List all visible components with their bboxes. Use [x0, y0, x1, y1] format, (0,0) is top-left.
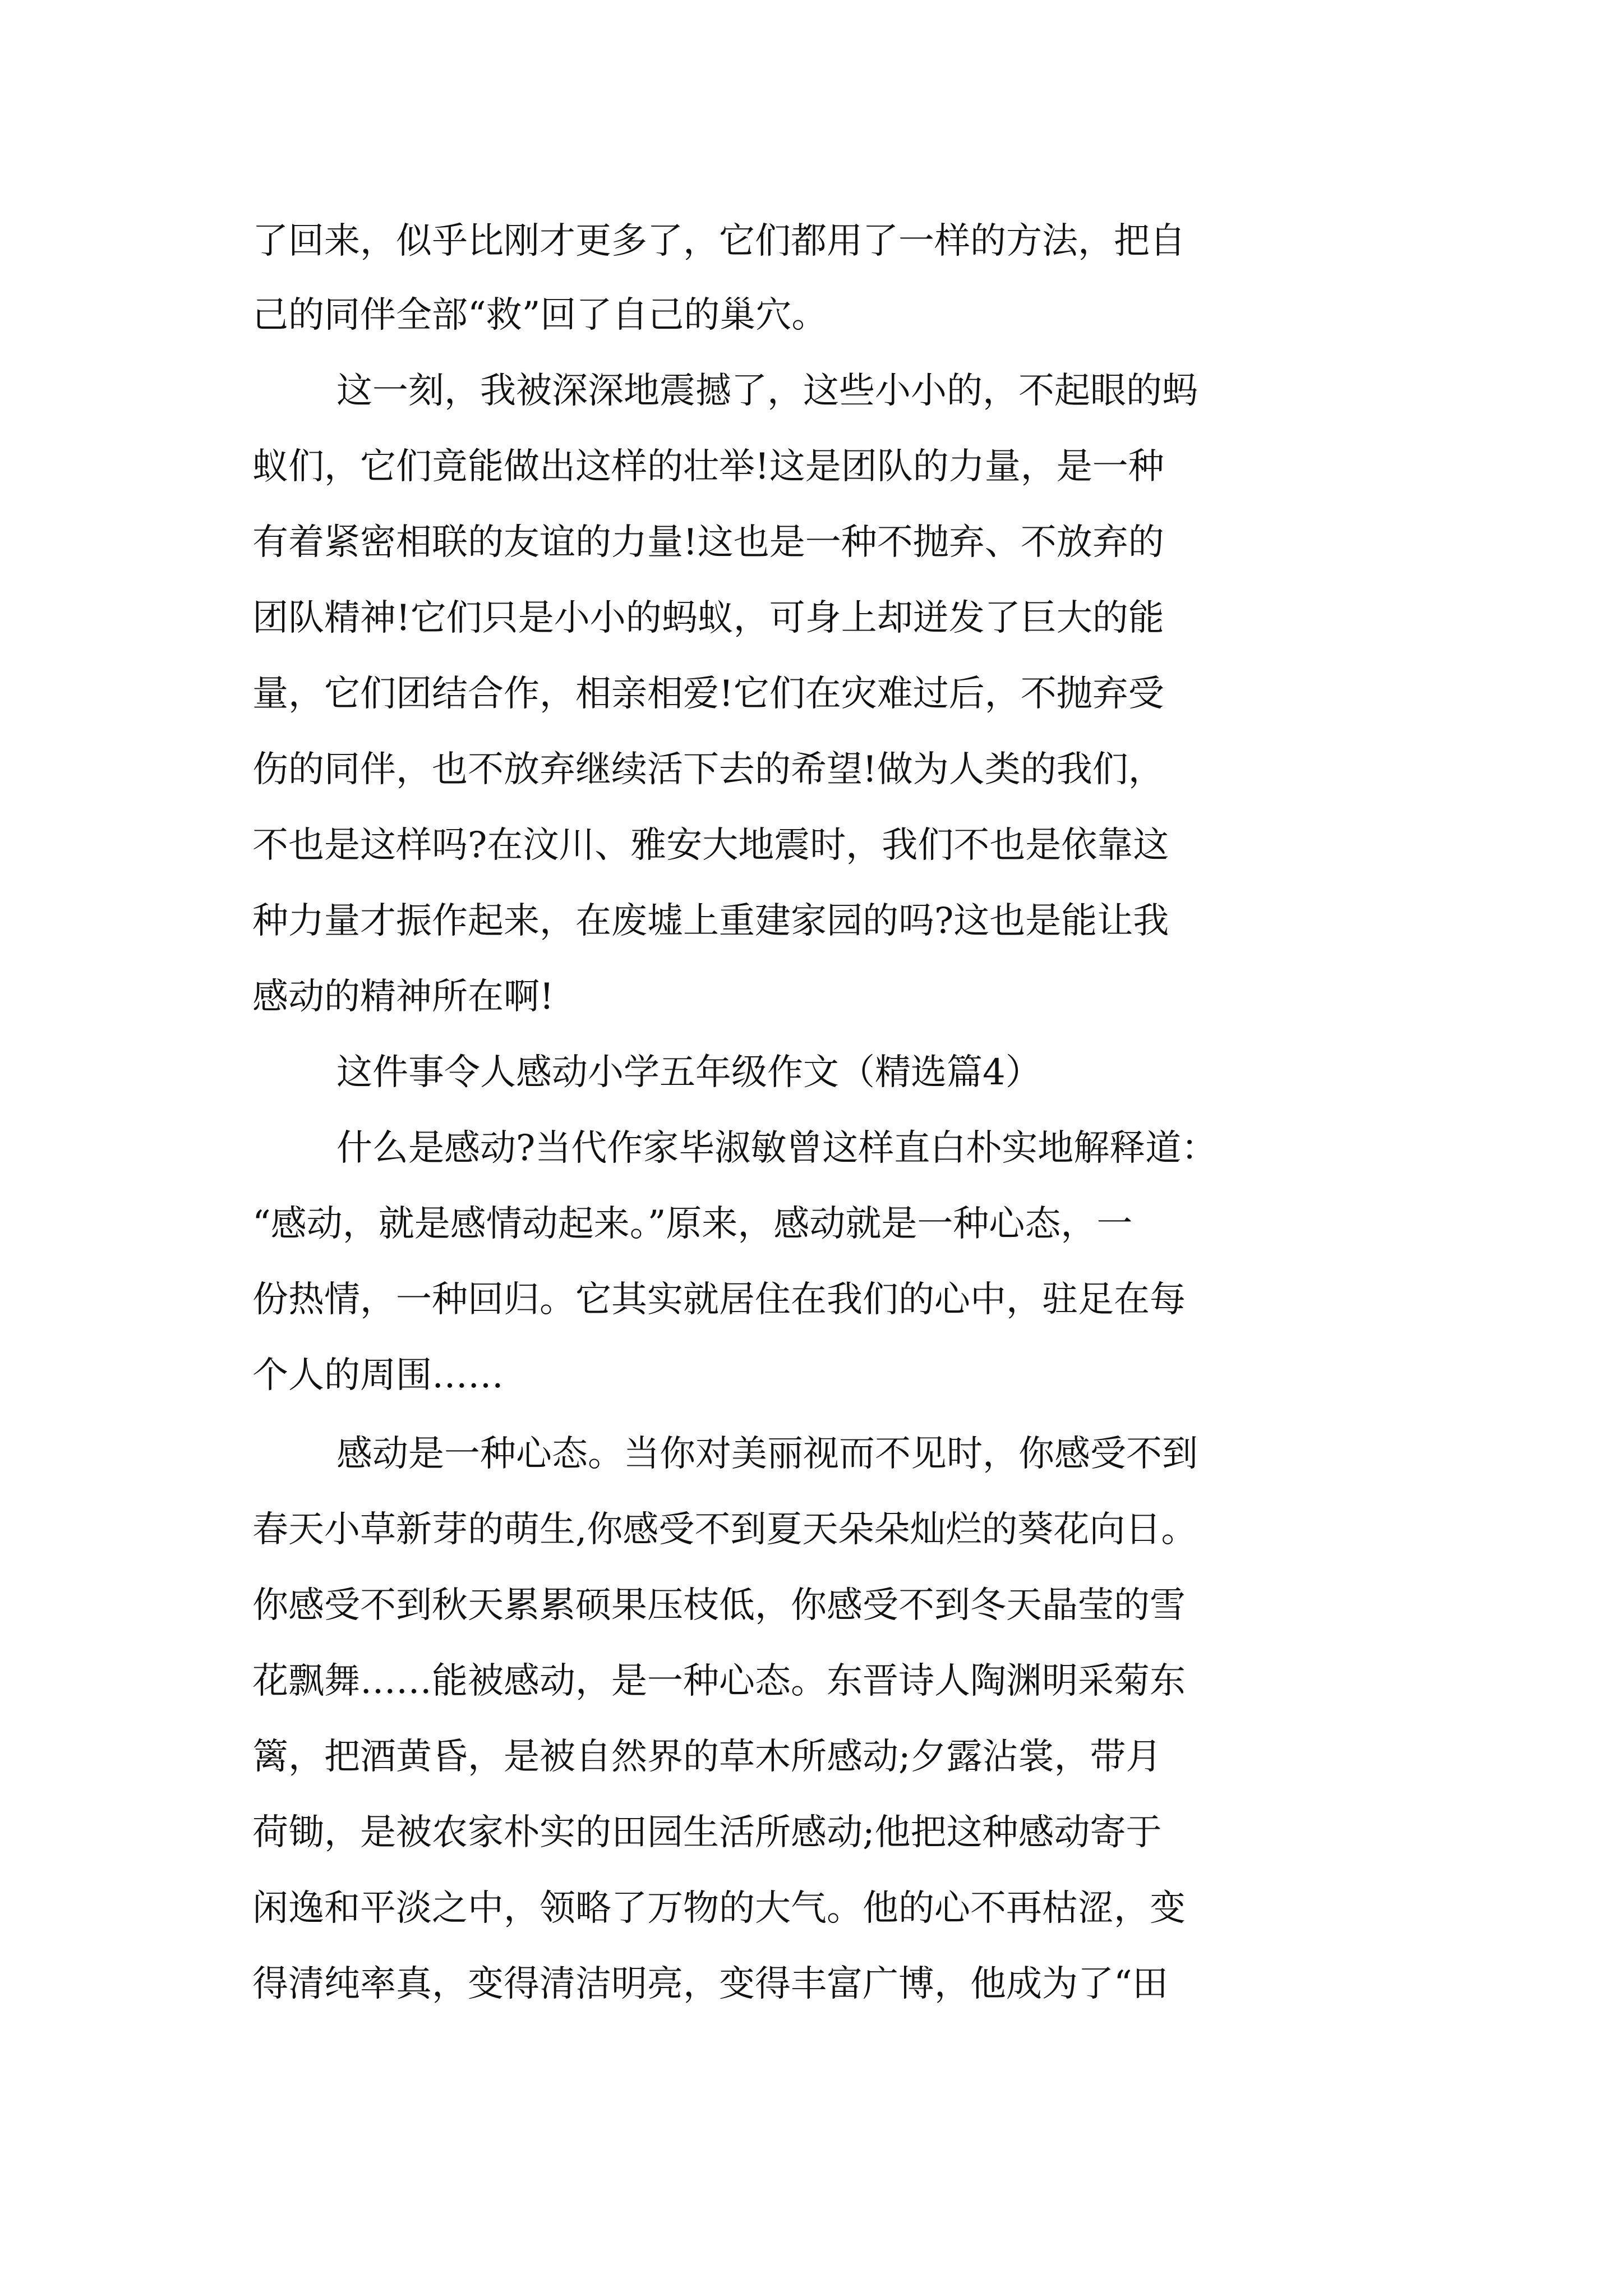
- text-line: 种力量才振作起来，在废墟上重建家园的吗?这也是能让我: [252, 900, 1169, 942]
- text-line: 闲逸和平淡之中，领略了万物的大气。他的心不再枯涩，变: [252, 1888, 1186, 1929]
- text-line: 份热情，一种回归。它其实就居住在我们的心中，驻足在每: [252, 1279, 1186, 1320]
- text-line: 伤的同伴，也不放弃继续活下去的希望!做为人类的我们，: [252, 749, 1164, 790]
- text-line: 得清纯率真，变得清洁明亮，变得丰富广博，他成为了“田: [252, 1963, 1168, 2005]
- text-line: 荷锄，是被农家朴实的田园生活所感动;他把这种感动寄于: [252, 1812, 1162, 1853]
- text-line: 有着紧密相联的友谊的力量!这也是一种不抛弃、不放弃的: [252, 522, 1164, 563]
- text-line: 花飘舞……能被感动，是一种心态。东晋诗人陶渊明采菊东: [252, 1660, 1186, 1702]
- text-line: 你感受不到秋天累累硕果压枝低，你感受不到冬天晶莹的雪: [252, 1585, 1186, 1626]
- text-line: 春天小草新芽的萌生,你感受不到夏天朵朵灿烂的葵花向日。: [252, 1509, 1197, 1550]
- text-line: 感动是一种心态。当你对美丽视而不见时，你感受不到: [336, 1433, 1198, 1475]
- text-line: 感动的精神所在啊!: [252, 976, 554, 1018]
- text-line: 了回来，似乎比刚才更多了，它们都用了一样的方法，把自: [252, 220, 1186, 262]
- text-line: 篱，把酒黄昏，是被自然界的草木所感动;夕露沾裳，带月: [252, 1736, 1162, 1778]
- text-line: 团队精神!它们只是小小的蚂蚁，可身上却迸发了巨大的能: [252, 597, 1164, 639]
- text-line: 己的同伴全部“救”回了自己的巢穴。: [252, 295, 828, 336]
- text-line: “感动，就是感情动起来。”原来，感动就是一种心态，一: [252, 1203, 1133, 1245]
- text-line: 个人的周围……: [252, 1355, 504, 1396]
- text-line: 不也是这样吗?在汶川、雅安大地震时，我们不也是依靠这: [252, 825, 1169, 866]
- text-line: 量，它们团结合作，相亲相爱!它们在灾难过后，不抛弃受: [252, 673, 1164, 715]
- text-line: 什么是感动?当代作家毕淑敏曾这样直白朴实地解释道：: [336, 1128, 1218, 1169]
- section-heading: 这件事令人感动小学五年级作文（精选篇4）: [336, 1052, 1041, 1093]
- text-line: 蚁们，它们竟能做出这样的壮举!这是团队的力量，是一种: [252, 446, 1164, 487]
- text-line: 这一刻，我被深深地震撼了，这些小小的，不起眼的蚂: [336, 370, 1198, 412]
